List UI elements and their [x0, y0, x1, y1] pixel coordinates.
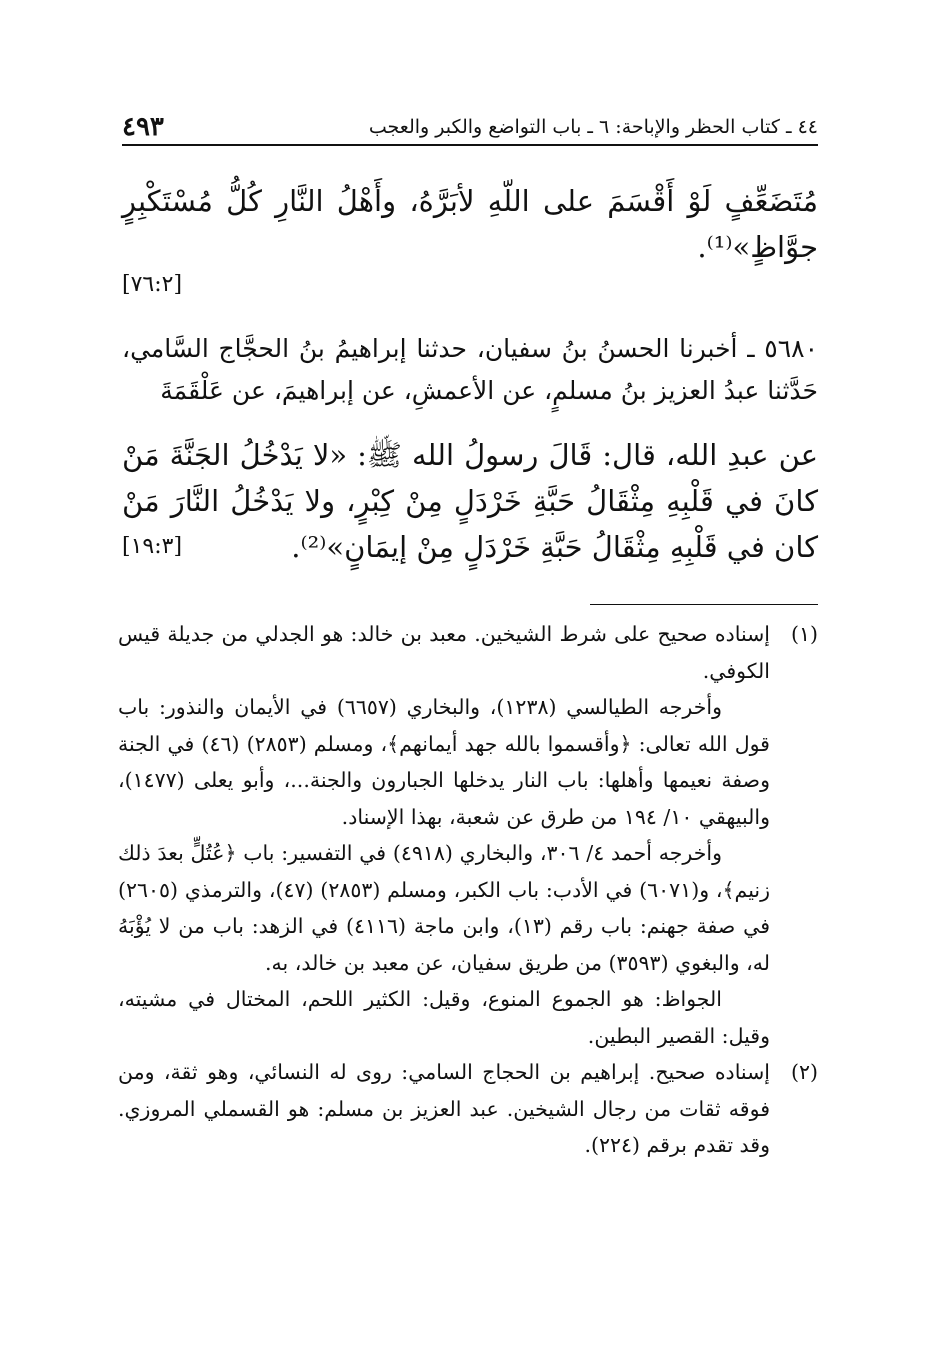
page-header [122, 104, 818, 146]
hadith-body: عن عبدِ الله، قال: قَالَ رسولُ الله ﷺ: «لا يَدْخُلُ الجَنَّةَ مَنْ كانَ في قَلْبِهِ مِثْقَالُ حَبَّةِ خَرْدَلٍ مِنْ كِبْرٍ، ولا يَدْخُلُ النَّارَ مَنْ كان في قَلْبِهِ مِثْقَالُ حَبَّةِ خَرْدَلٍ مِنْ إيمَانٍ»⁽²⁾. [122, 438, 818, 564]
continuation-text: مُتَضَعِّفٍ لَوْ أَقْسَمَ على اللّهِ لأبَرَّهُ، وأَهْلُ النَّارِ كُلُّ مُسْتَكْبِرٍ جوَّاظٍ»⁽¹⁾. [122, 184, 818, 264]
footnote-2 [118, 1054, 818, 1164]
footnote-mark: (١) [790, 622, 818, 646]
hadith-narration-chain: ٥٦٨٠ ـ أخبرنا الحسنُ بنُ سفيان، حدثنا إبراهيمُ بنُ الحجَّاج السَّامي، حَدَّثنا عبدُ العزيز بنُ مسلمٍ، عن الأعمشِ، عن إبراهيمَ، عن عَلْقَمَةَ [122, 334, 818, 405]
footnote-paragraph: إسناده صحيح على شرط الشيخين. معبد بن خالد: هو الجدلي من جديلة قيس الكوفي. [118, 622, 770, 683]
footnote-paragraph: وأخرجه أحمد ٤/ ٣٠٦، والبخاري (٤٩١٨) في التفسير: باب ﴿عُتُلٍّ بعدَ ذلك زنيم﴾، و(٦٠٧١) في الأدب: باب الكبر، ومسلم (٢٨٥٣) (٤٧)، والترمذي (٢٦٠٥) في صفة جهنم: باب رقم (١٣)، وابن ماجة (٤١١٦) في الزهد: باب من لا يُؤْبَهُ له، والبغوي (٣٥٩٣) من طريق سفيان، عن معبد بن خالد، به. [118, 841, 770, 975]
footnote-mark: (٢) [790, 1060, 818, 1084]
footnote-paragraph: الجواظ: هو الجموع المنوع، وقيل: الكثير اللحم، المختال في مشيته، وقيل: القصير البطين. [118, 987, 770, 1048]
footnote-1 [118, 616, 818, 1054]
continuation-reference: [٧٦:٢] [122, 272, 183, 297]
footnote-paragraph: وأخرجه الطيالسي (١٢٣٨)، والبخاري (٦٦٥٧) في الأيمان والنذور: باب قول الله تعالى: ﴿وأقسموا بالله جهد أيمانهم﴾، ومسلم (٢٨٥٣) (٤٦) في الجنة وصفة نعيمها وأهلها: باب النار يدخلها الجبارون والجنة...، وأبو يعلى (١٤٧٧)، والبيهقي ١٠/ ١٩٤ من طرق عن شعبة، بهذا الإسناد. [118, 695, 770, 829]
hadith-text [122, 432, 818, 570]
footnote-body [118, 1054, 770, 1164]
hadith-reference: [١٩:٣] [122, 534, 183, 559]
footnote-divider [590, 604, 818, 605]
main-text [122, 178, 818, 570]
footnote-body [118, 616, 770, 1054]
page-number: ٤٩٣ [122, 112, 164, 142]
running-title: ٤٤ ـ كتاب الحظر والإباحة: ٦ ـ باب التواضع والكبر والعجب [368, 116, 818, 138]
footnote-paragraph: إسناده صحيح. إبراهيم بن الحجاج السامي: روى له النسائي، وهو ثقة، ومن فوقه ثقات من رجال الشيخين. عبد العزيز بن مسلم: هو القسملي المروزي. وقد تقدم برقم (٢٢٤). [118, 1060, 770, 1157]
footnotes [118, 616, 818, 1164]
